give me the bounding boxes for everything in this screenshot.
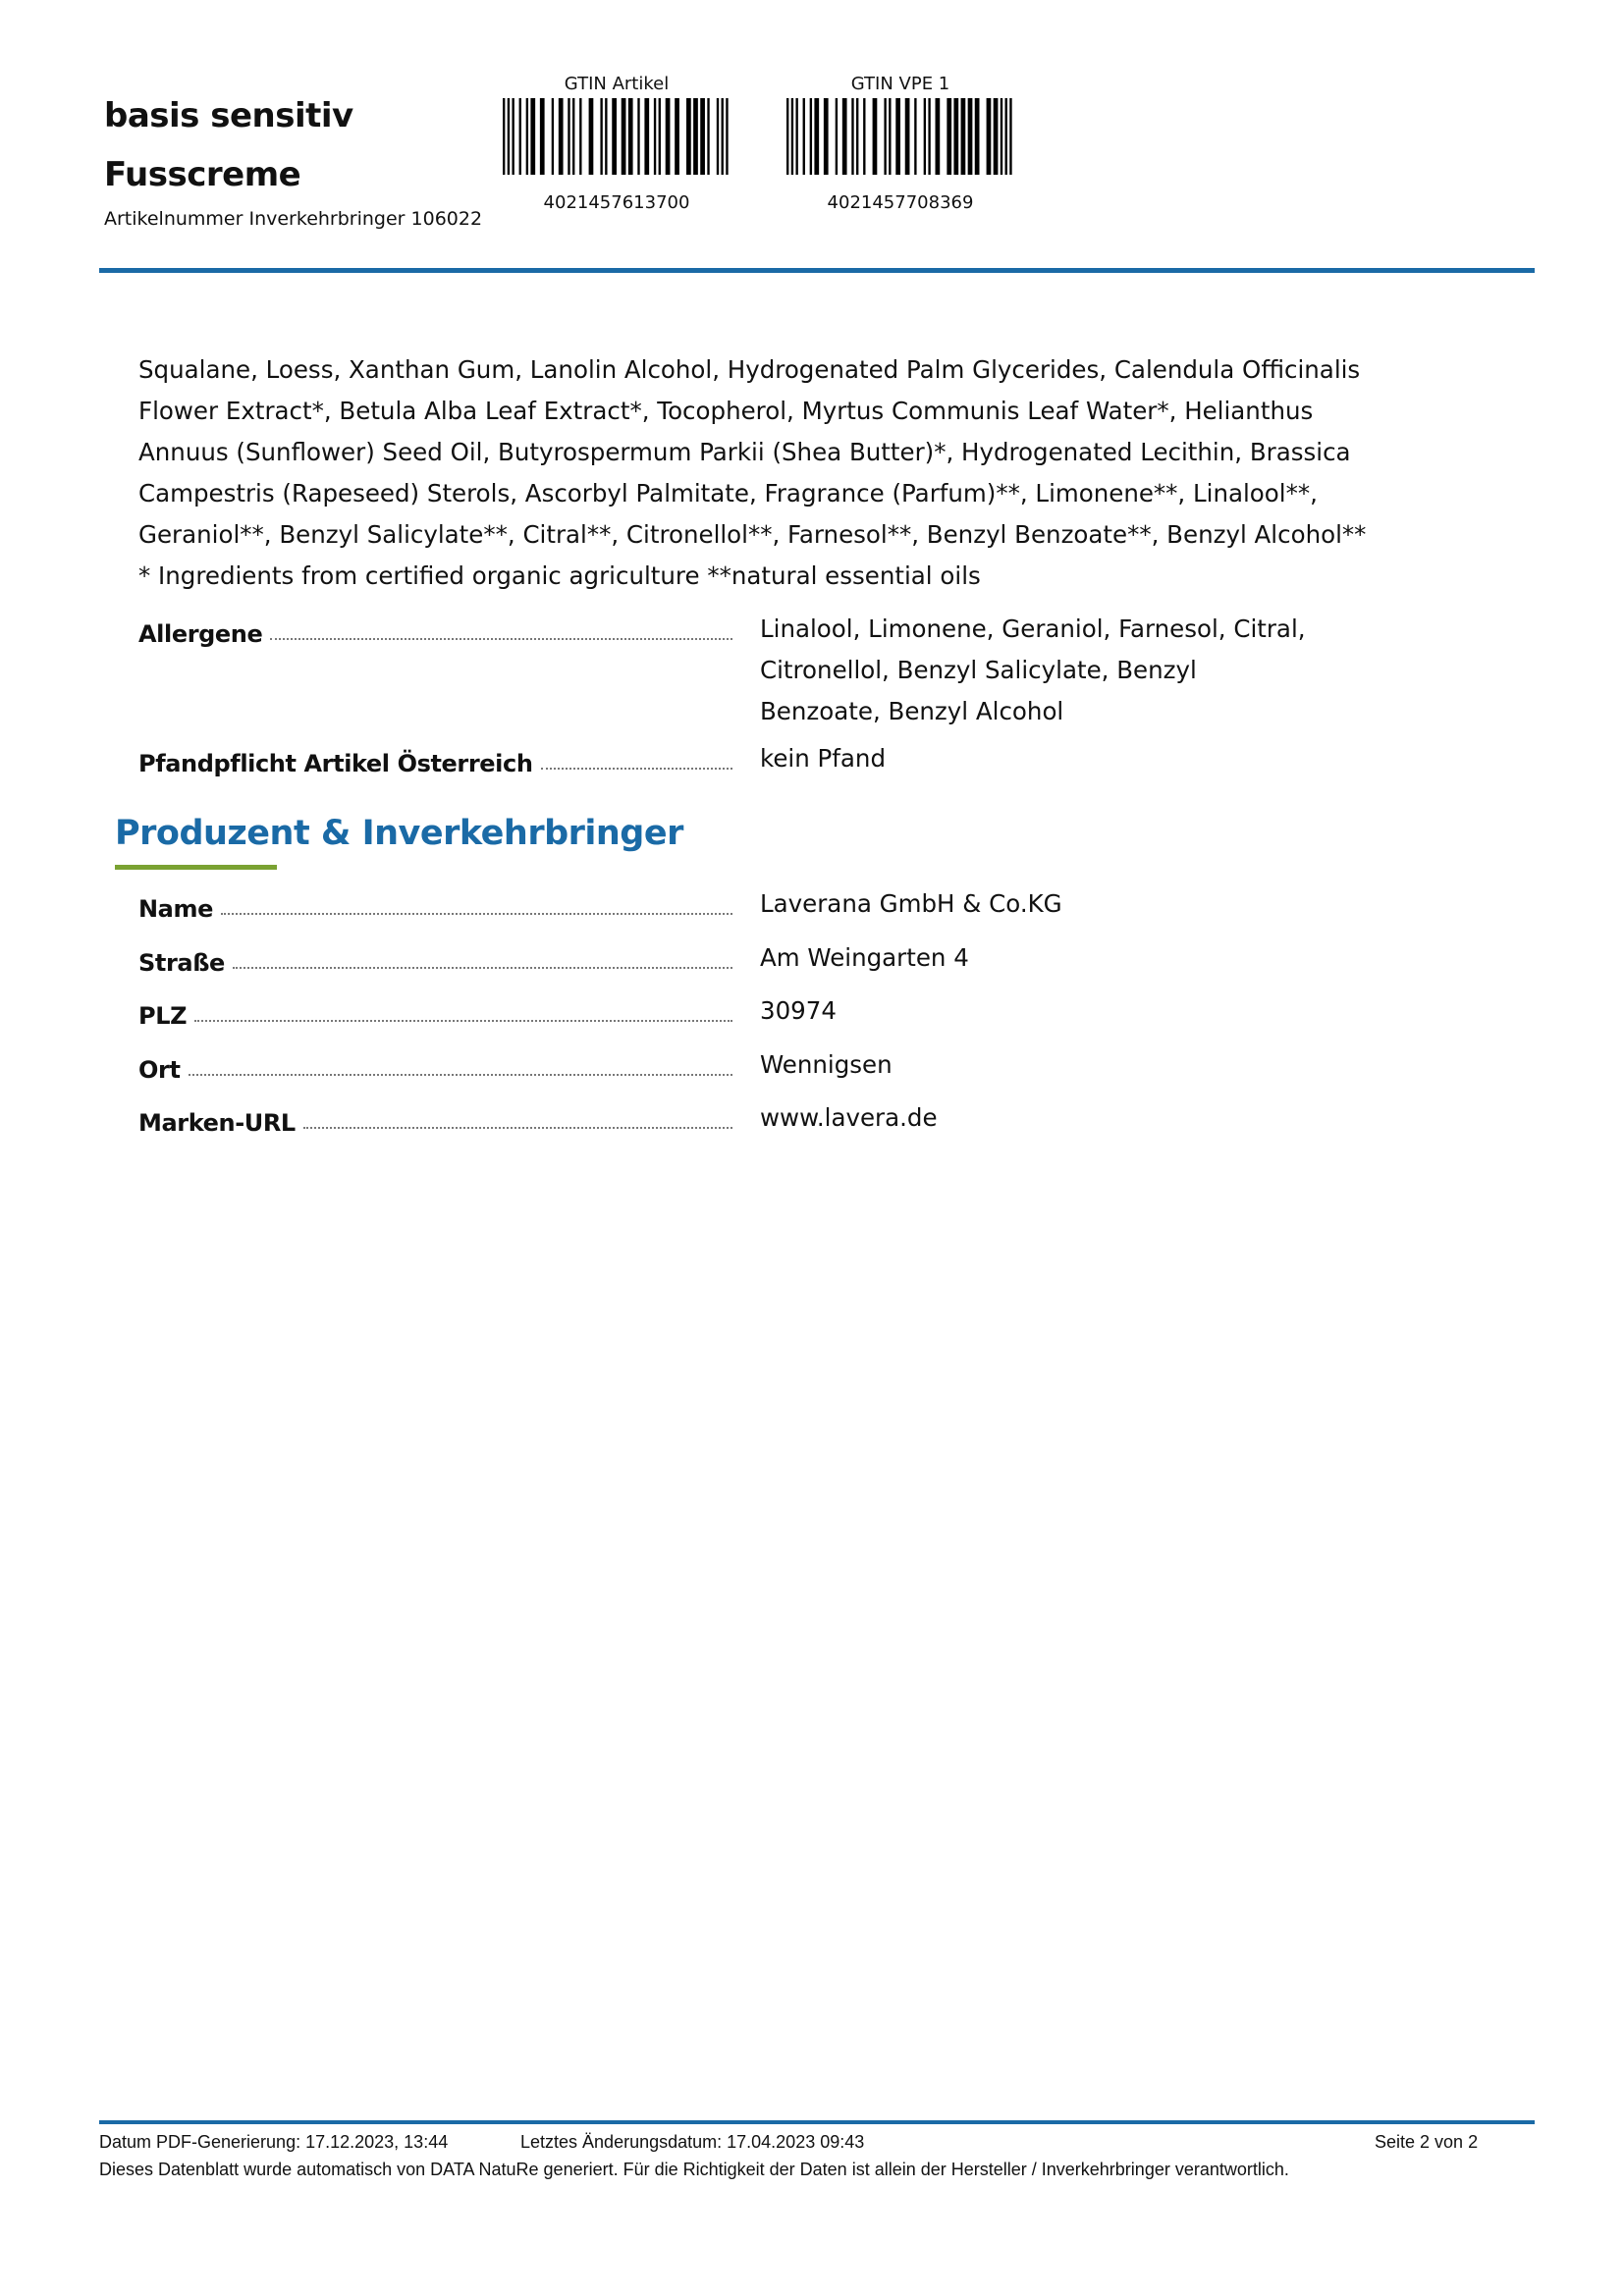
article-number: Artikelnummer Inverkehrbringer 106022 xyxy=(104,208,483,230)
barcode-bar xyxy=(856,98,858,175)
barcode-bar xyxy=(786,98,788,175)
barcode-bar xyxy=(863,98,865,175)
dotted-leader xyxy=(194,1019,732,1022)
footer-page-number: Seite 2 von 2 xyxy=(1375,2132,1479,2152)
producer-value: Wennigsen xyxy=(760,1050,893,1079)
barcode-bar xyxy=(637,98,639,175)
dotted-leader xyxy=(189,1073,732,1076)
property-label: Pfandpflicht Artikel Österreich xyxy=(138,750,533,777)
product-title-line1: basis sensitiv xyxy=(104,96,353,135)
barcode-bar xyxy=(1009,98,1011,175)
barcode-bar xyxy=(519,98,521,175)
barcode-bar xyxy=(905,98,910,175)
barcode-bar xyxy=(873,98,878,175)
barcode-bar xyxy=(1005,98,1007,175)
producer-value: Laverana GmbH & Co.KG xyxy=(760,889,1062,918)
barcode-bar xyxy=(803,98,805,175)
footer-changed-date: Letztes Änderungsdatum: 17.04.2023 09:43 xyxy=(520,2132,865,2152)
barcode-bar xyxy=(791,98,793,175)
section-title-producer: Produzent & Inverkehrbringer xyxy=(115,814,683,853)
barcode-bar xyxy=(644,98,649,175)
barcode-bar xyxy=(600,98,602,175)
barcode-bar xyxy=(924,98,926,175)
barcode-bar xyxy=(953,98,958,175)
barcode-article xyxy=(503,98,731,175)
barcode-bar xyxy=(795,98,797,175)
producer-value: Am Weingarten 4 xyxy=(760,943,969,972)
barcode-vpe xyxy=(786,98,1014,175)
barcode-bar xyxy=(814,98,819,175)
barcode-label-article: GTIN Artikel xyxy=(564,74,670,94)
barcode-bar xyxy=(884,98,886,175)
barcode-label-vpe: GTIN VPE 1 xyxy=(850,74,950,94)
barcode-bar xyxy=(889,98,891,175)
dotted-leader xyxy=(541,767,732,770)
barcode-bar xyxy=(530,98,535,175)
property-value: kein Pfand xyxy=(760,744,887,773)
barcode-bar xyxy=(842,98,847,175)
barcode-bar xyxy=(559,98,564,175)
footer-divider xyxy=(99,2120,1535,2124)
barcode-bar xyxy=(717,98,719,175)
barcode-bar xyxy=(987,98,992,175)
barcode-bar xyxy=(693,98,698,175)
ingredients-text: Squalane, Loess, Xanthan Gum, Lanolin Alcohol, Hydrogenated Palm Glycerides, Calendula Officinalis Flower Extract*, Betula Alba Leaf Extract*, Tocopherol, Myrtus Communis Leaf Water*, Helianthus Annuus (Sunflower) Seed Oil, Butyrospermum Parkii (Shea Butter)*, Hydrogenated Lecithin, Brassica Campestris (Rapeseed) Sterols, Ascorbyl Palmitate, Fragrance (Parfum)**, Limonene**, Linalool**, Geraniol**, Benzyl Salicylate**, Citral**, Citronellol**, Farnesol**, Benzyl Benzoate**, Benzyl Alcohol** * Ingredients from certified organic agriculture **natural essential oils xyxy=(138,355,1367,590)
barcode-bar xyxy=(936,98,941,175)
producer-label: Marken-URL xyxy=(138,1109,296,1137)
barcode-bar xyxy=(589,98,594,175)
barcode-bar xyxy=(622,98,626,175)
barcode-bar xyxy=(503,98,505,175)
property-value: Linalool, Limonene, Geraniol, Farnesol, Citral, Citronellol, Benzyl Salicylate, Benzyl Benzoate, Benzyl Alcohol xyxy=(760,614,1306,725)
barcode-bar xyxy=(851,98,853,175)
barcode-bar xyxy=(726,98,728,175)
barcode-bar xyxy=(666,98,671,175)
producer-value: 30974 xyxy=(760,996,837,1025)
barcode-bar xyxy=(700,98,705,175)
dotted-leader xyxy=(303,1126,732,1129)
producer-label: Name xyxy=(138,895,213,923)
barcode-bar xyxy=(526,98,528,175)
barcode-bar xyxy=(612,98,617,175)
product-title-line2: Fusscreme xyxy=(104,155,301,194)
property-label: Allergene xyxy=(138,620,263,648)
dotted-leader xyxy=(233,966,732,969)
barcode-bar xyxy=(895,98,900,175)
barcode-bar xyxy=(947,98,951,175)
barcode-bar xyxy=(1001,98,1002,175)
producer-label: Ort xyxy=(138,1056,181,1084)
barcode-bar xyxy=(512,98,514,175)
barcode-bar xyxy=(928,98,930,175)
barcode-bar xyxy=(707,98,709,175)
dotted-leader xyxy=(270,637,732,640)
barcode-number-vpe: 4021457708369 xyxy=(827,192,974,213)
barcode-bar xyxy=(824,98,829,175)
barcode-bar xyxy=(836,98,838,175)
barcode-bar xyxy=(975,98,980,175)
barcode-bar xyxy=(654,98,656,175)
barcode-bar xyxy=(628,98,633,175)
barcode-bar xyxy=(605,98,607,175)
brand-url-link[interactable]: www.lavera.de xyxy=(760,1103,938,1132)
barcode-bar xyxy=(540,98,545,175)
section-title-underline xyxy=(115,865,277,870)
barcode-bar xyxy=(961,98,966,175)
barcode-bar xyxy=(810,98,812,175)
barcode-bar xyxy=(994,98,999,175)
barcode-bar xyxy=(572,98,574,175)
barcode-bar xyxy=(568,98,569,175)
barcode-bar xyxy=(508,98,510,175)
barcode-bar xyxy=(686,98,691,175)
barcode-bar xyxy=(579,98,581,175)
barcode-number-article: 4021457613700 xyxy=(543,192,690,213)
barcode-bar xyxy=(675,98,679,175)
barcode-bar xyxy=(722,98,724,175)
footer-generated-date: Datum PDF-Generierung: 17.12.2023, 13:44 xyxy=(99,2132,449,2152)
barcode-bar xyxy=(552,98,554,175)
producer-label: Straße xyxy=(138,949,225,977)
footer-disclaimer: Dieses Datenblatt wurde automatisch von DATA NatuRe generiert. Für die Richtigkeit der Daten ist allein der Hersteller / Inverkehrbringer verantwortlich. xyxy=(99,2160,1289,2179)
barcode-bar xyxy=(968,98,973,175)
barcode-bar xyxy=(914,98,916,175)
barcode-bar xyxy=(659,98,661,175)
producer-label: PLZ xyxy=(138,1002,188,1030)
dotted-leader xyxy=(221,912,732,915)
header-divider xyxy=(99,268,1535,273)
